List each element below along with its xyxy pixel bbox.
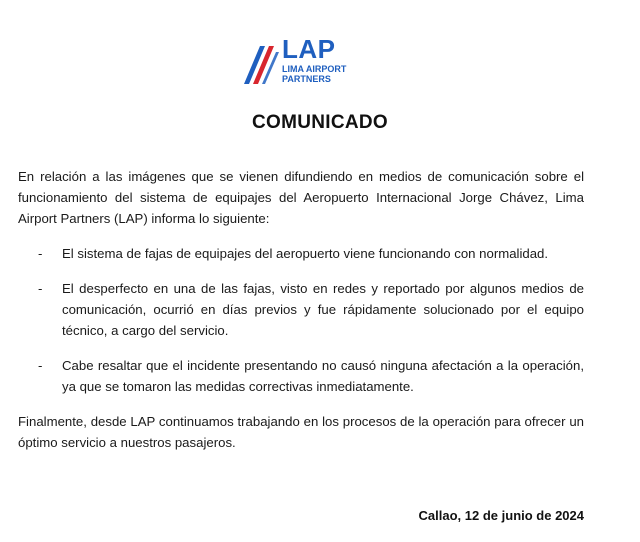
logo-line2: PARTNERS [282, 74, 331, 84]
bullet-marker: - [38, 246, 43, 261]
bullet-text: El desperfecto en una de las fajas, visto en redes y reportado por algunos medios de comunicación, ocurrió en días previos y fue rápidamente solucionado por el equipo técnico, a cargo del servicio. [62, 281, 584, 338]
bullet-marker: - [38, 281, 43, 296]
bullet-marker: - [38, 358, 43, 373]
bullet-list [18, 243, 584, 397]
lap-logo [240, 36, 380, 96]
list-item [18, 278, 584, 341]
document-body [18, 166, 584, 453]
bullet-text: Cabe resaltar que el incidente presentando no causó ninguna afectación a la operación, ya que se tomaron las medidas correctivas inmediatamente. [62, 358, 584, 394]
document-title: COMUNICADO [252, 112, 388, 133]
closing-paragraph: Finalmente, desde LAP continuamos trabajando en los procesos de la operación para ofrecer un óptimo servicio a nuestros pasajeros. [18, 414, 584, 450]
logo-line1: LIMA AIRPORT [282, 64, 347, 74]
list-item [18, 243, 584, 264]
bullet-text: El sistema de fajas de equipajes del aeropuerto viene funcionando con normalidad. [62, 246, 549, 261]
lap-stripes-logo-icon [240, 40, 280, 88]
list-item [18, 355, 584, 397]
logo-wordmark [282, 36, 346, 84]
intro-paragraph: En relación a las imágenes que se vienen difundiendo en medios de comunicación sobre el funcionamiento del sistema de equipajes del Aeropuerto Internacional Jorge Chávez, Lima Airport Partners (LAP) informa lo siguiente: [18, 169, 584, 226]
signoff-date: Callao, 12 de junio de 2024 [418, 508, 584, 523]
logo-name: LAP [282, 34, 336, 64]
